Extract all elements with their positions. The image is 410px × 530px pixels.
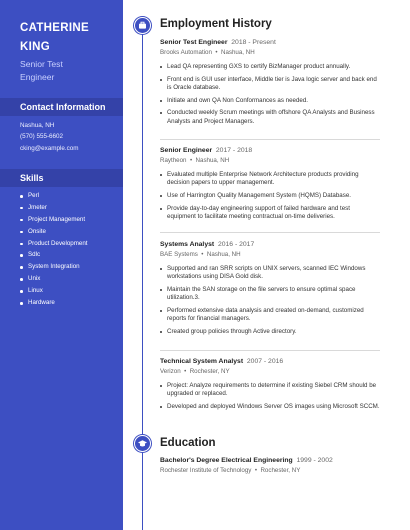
job-bullet: Created group policies through Active directory. xyxy=(160,328,380,336)
role-line-1: Senior Test xyxy=(20,59,63,69)
job-title: Senior Test Engineer xyxy=(160,39,228,46)
job-bullet: Performed extensive data analysis and created on-demand, customized reports for financial managers. xyxy=(160,307,380,324)
job-company: Verizon xyxy=(160,368,181,375)
job-bullet: Initiate and own QA Non Conformances as needed. xyxy=(160,97,380,105)
education-school-line: Rochester Institute of Technology • Rochester, NY xyxy=(160,467,301,474)
job-dates: 2017 - 2018 xyxy=(215,147,253,154)
contact-phone: (570) 555-6602 xyxy=(20,133,64,140)
job-location: Nashua, NH xyxy=(195,157,230,164)
job-bullet: Front end is GUI user interface, Middle tier is Java logic server and back end is Oracle database. xyxy=(160,76,380,93)
education-entry xyxy=(160,456,380,475)
job-bullet: Lead QA representing GXS to certify BizManager product annually. xyxy=(160,63,380,71)
job-bullets xyxy=(160,171,380,221)
job-company-line: Raytheon • Nashua, NH xyxy=(160,157,230,164)
job-entry xyxy=(160,357,380,416)
skills-list xyxy=(20,190,88,309)
job-bullet: Maintain the SAN storage on the file servers to ensure optimal space utilization.3. xyxy=(160,286,380,303)
graduation-cap-icon xyxy=(135,436,150,451)
briefcase-icon xyxy=(135,18,150,33)
job-entry xyxy=(160,240,380,341)
job-company: Raytheon xyxy=(160,157,187,164)
skill-item: Perl xyxy=(20,190,88,202)
skill-item: Product Development xyxy=(20,238,88,250)
skill-item: Hardware xyxy=(20,297,88,309)
job-entry xyxy=(160,146,380,226)
job-entry xyxy=(160,38,380,130)
contact-location: Nashua, NH xyxy=(20,122,55,129)
school-location: Rochester, NY xyxy=(260,467,301,474)
section-divider xyxy=(160,232,380,233)
skill-item: Jmeter xyxy=(20,202,88,214)
job-bullets xyxy=(160,265,380,336)
job-location: Nashua, NH xyxy=(220,49,255,56)
employment-marker xyxy=(134,17,151,34)
job-dates: 2016 - 2017 xyxy=(217,241,255,248)
skill-item: System Integration xyxy=(20,261,88,273)
candidate-name xyxy=(20,19,115,57)
name-first: CATHERINE xyxy=(20,22,89,34)
degree: Bachelor's Degree Electrical Engineering xyxy=(160,457,293,464)
job-title-line xyxy=(160,38,380,47)
job-title: Senior Engineer xyxy=(160,147,213,154)
job-company: BAE Systems xyxy=(160,251,198,258)
job-title: Technical System Analyst xyxy=(160,358,244,365)
education-dates: 1999 - 2002 xyxy=(296,457,333,464)
contact-heading: Contact Information xyxy=(0,98,123,116)
education-heading: Education xyxy=(160,437,216,449)
skill-item: Sdlc xyxy=(20,249,88,261)
job-title-line xyxy=(160,146,380,155)
job-bullet: Conducted weekly Scrum meetings with offshore QA Analysts and Business Analysts and Project Managers. xyxy=(160,109,380,126)
school: Rochester Institute of Technology xyxy=(160,467,252,474)
skill-item: Onsite xyxy=(20,226,88,238)
job-bullet: Project: Analyze requirements to determine if existing Siebel CRM should be upgraded or replaced. xyxy=(160,382,380,399)
employment-heading: Employment History xyxy=(160,18,272,30)
sidebar xyxy=(0,0,123,530)
timeline-line xyxy=(142,26,143,530)
job-location: Nashua, NH xyxy=(206,251,241,258)
contact-email[interactable]: cking@example.com xyxy=(20,145,79,152)
skill-item: Linux xyxy=(20,285,88,297)
job-bullet: Use of Harrington Quality Management System (HQMS) Database. xyxy=(160,192,380,200)
job-title: Systems Analyst xyxy=(160,241,215,248)
job-company-line: Brooks Automation • Nashua, NH xyxy=(160,49,255,56)
section-divider xyxy=(160,350,380,351)
job-dates: 2007 - 2016 xyxy=(246,358,284,365)
job-bullet: Developed and deployed Windows Server OS images using Microsoft SCCM. xyxy=(160,403,380,411)
job-company: Brooks Automation xyxy=(160,49,212,56)
skills-heading: Skills xyxy=(0,169,123,187)
education-title-line xyxy=(160,456,380,465)
job-bullets xyxy=(160,382,380,411)
education-marker xyxy=(134,435,151,452)
candidate-role xyxy=(20,58,115,83)
job-title-line xyxy=(160,357,380,366)
name-last: KING xyxy=(20,41,50,53)
job-company-line: BAE Systems • Nashua, NH xyxy=(160,251,241,258)
job-location: Rochester, NY xyxy=(189,368,230,375)
job-bullet: Supported and ran SRR scripts on UNIX servers, scanned IEC Windows workstations using DISA Gold disk. xyxy=(160,265,380,282)
job-bullets xyxy=(160,63,380,126)
job-company-line: Verizon • Rochester, NY xyxy=(160,368,230,375)
section-divider xyxy=(160,139,380,140)
job-bullet: Provide day-to-day engineering support of failed hardware and test equipment to facilitate meeting contractual on-time deliveries. xyxy=(160,205,380,222)
skill-item: Unix xyxy=(20,273,88,285)
role-line-2: Engineer xyxy=(20,71,55,82)
job-title-line xyxy=(160,240,380,249)
job-bullet: Evaluated multiple Enterprise Network Architecture products providing decision papers to upper management. xyxy=(160,171,380,188)
job-dates: 2018 - Present xyxy=(231,39,276,46)
skill-item: Project Management xyxy=(20,214,88,226)
